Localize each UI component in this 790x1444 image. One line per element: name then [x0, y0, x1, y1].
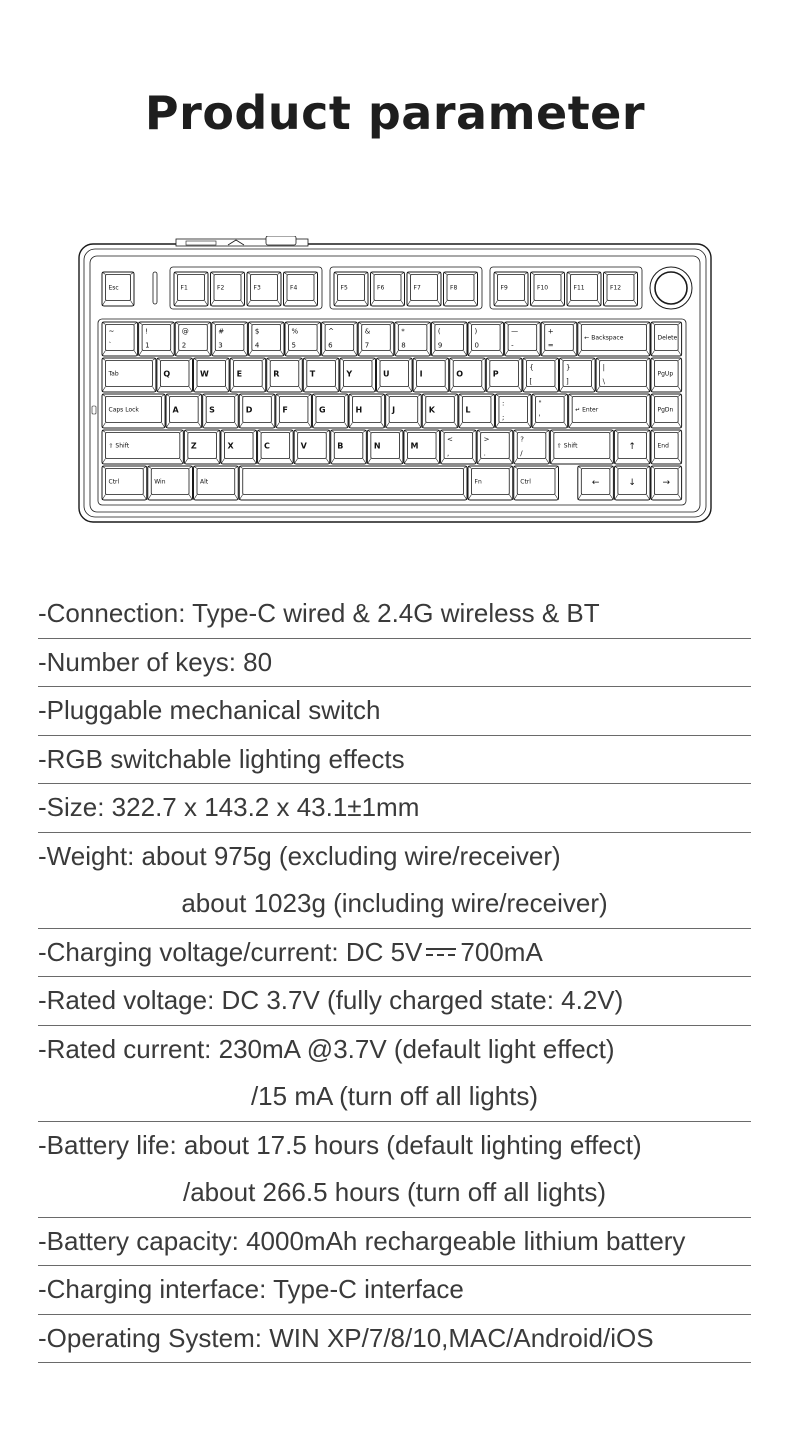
spec-line: -Connection: Type-C wired & 2.4G wireless & BT [38, 598, 600, 628]
key [276, 394, 312, 428]
key-label: E [236, 369, 243, 379]
key-label: / [520, 449, 523, 458]
key [431, 322, 467, 356]
key [239, 394, 275, 428]
key [358, 322, 394, 356]
key [212, 322, 248, 356]
key-label: S [209, 405, 215, 415]
spec-line-continued: /about 266.5 hours (turn off all lights) [183, 1177, 606, 1207]
key-label: Win [154, 478, 166, 486]
spec-row [38, 590, 751, 639]
key [230, 358, 266, 392]
key [340, 358, 376, 392]
key-label: $ [254, 327, 260, 336]
key-label: 9 [437, 341, 443, 350]
key [248, 322, 284, 356]
key-label: ( [437, 327, 441, 336]
key [377, 358, 413, 392]
key-label: ⇧ Shift [556, 442, 578, 450]
spec-line: -Size: 322.7 x 143.2 x 43.1±1mm [38, 792, 420, 822]
key [523, 358, 559, 392]
spec-row [38, 639, 751, 688]
key [247, 272, 281, 306]
key-label: 2 [181, 341, 187, 350]
key-label: ` [108, 341, 112, 350]
key [486, 358, 522, 392]
key-label: F11 [573, 284, 585, 292]
key-label: } [566, 363, 571, 372]
key-label: L [465, 405, 471, 415]
key [102, 466, 147, 500]
key-label: ^ [328, 327, 334, 336]
key-label: Ctrl [520, 478, 531, 486]
key-label: M [410, 441, 419, 451]
key-label: C [264, 441, 270, 451]
key [148, 466, 193, 500]
key [514, 430, 550, 464]
key-label: G [318, 405, 326, 415]
usb-c-port-icon [266, 236, 296, 245]
key-label: — [511, 327, 519, 336]
key [531, 272, 565, 306]
key-label: Esc [108, 284, 119, 292]
key [532, 394, 568, 428]
key-label: Alt [200, 478, 209, 486]
key [494, 272, 528, 306]
spec-row [38, 687, 751, 736]
key [102, 322, 138, 356]
key-label: ' [538, 413, 541, 422]
key [102, 272, 134, 306]
spec-row [38, 1315, 751, 1364]
key [459, 394, 495, 428]
key [285, 322, 321, 356]
key-label: ← [591, 478, 600, 488]
key [404, 430, 440, 464]
key-label: Ctrl [108, 478, 120, 486]
key-label: T [309, 369, 316, 379]
key [651, 358, 682, 392]
key [194, 358, 230, 392]
key-label: ] [566, 377, 569, 386]
key [651, 394, 682, 428]
key [567, 272, 601, 306]
key-label: # [218, 327, 225, 336]
key-label: % [291, 327, 299, 336]
key [102, 394, 165, 428]
key [596, 358, 650, 392]
spec-line: -Number of keys: 80 [38, 646, 273, 677]
key-label: 7 [364, 341, 370, 350]
key-label: U [383, 369, 390, 379]
key [505, 322, 541, 356]
key-label: PgDn [657, 406, 674, 414]
key-label: → [662, 478, 671, 488]
key [102, 358, 156, 392]
spec-row [38, 1122, 751, 1218]
key-label: : [501, 399, 505, 408]
key-label: ⇧ Shift [108, 442, 130, 450]
key-label: Fn [474, 478, 482, 486]
key-label: 1 [145, 341, 150, 350]
key-label: N [373, 441, 381, 451]
key-label: O [456, 369, 464, 379]
key [651, 430, 682, 464]
key-label: A [172, 405, 179, 415]
dc-symbol-icon [426, 945, 456, 959]
key-label: J [392, 405, 396, 415]
key [258, 430, 294, 464]
key [395, 322, 431, 356]
key-label: | [602, 363, 605, 372]
key [284, 272, 318, 306]
spec-line-continued: about 1023g (including wire/receiver) [181, 888, 608, 918]
key [413, 358, 449, 392]
key-label: End [657, 442, 669, 450]
key-label: F10 [537, 284, 549, 292]
key-label: F7 [413, 284, 421, 292]
key-label: W [200, 369, 209, 379]
key [139, 322, 175, 356]
key-label: 0 [474, 341, 479, 350]
spec-row [38, 929, 751, 978]
key-label: ← Backspace [584, 334, 624, 342]
key-label: F3 [253, 284, 261, 292]
spec-row [38, 736, 751, 785]
side-indicator [92, 406, 96, 414]
key [371, 272, 405, 306]
key [444, 272, 478, 306]
key [211, 272, 245, 306]
key-label: * [401, 327, 405, 336]
key-label: ↓ [628, 478, 636, 488]
key [102, 430, 183, 464]
spec-row [38, 1266, 751, 1315]
page-title: Product parameter [144, 86, 646, 140]
key [541, 322, 577, 356]
key [322, 322, 358, 356]
spec-row [38, 1218, 751, 1267]
key [367, 430, 403, 464]
key [441, 430, 477, 464]
key-label: PgUp [657, 370, 674, 378]
key [477, 430, 513, 464]
key-label: F4 [290, 284, 298, 292]
key [174, 272, 208, 306]
keyboard-drawing [78, 236, 712, 524]
spec-line-continued: /15 mA (turn off all lights) [250, 1081, 539, 1111]
key-label: + [547, 327, 554, 336]
spec-row [38, 784, 751, 833]
key [468, 322, 504, 356]
key-label: R [273, 369, 280, 379]
key-label: Delete [657, 334, 678, 342]
key-label: Z [190, 441, 197, 451]
key-label: F [282, 405, 288, 415]
key-label: ↑ [628, 442, 636, 452]
key-label: 6 [328, 341, 333, 350]
key-label: & [364, 327, 371, 336]
key-label: D [245, 405, 253, 415]
key-label: [ [529, 377, 533, 386]
key-label: - [511, 341, 514, 350]
key-label: K [428, 405, 435, 415]
spec-row [38, 1026, 751, 1122]
key [349, 394, 385, 428]
spec-line [38, 929, 751, 977]
key-label: ; [501, 413, 505, 422]
key [312, 394, 348, 428]
key-label: < [447, 435, 453, 444]
key [569, 394, 650, 428]
key-label: F1 [180, 284, 188, 292]
key [386, 394, 422, 428]
key-label: F9 [500, 284, 508, 292]
key-label: B [337, 441, 344, 451]
key-label: , [447, 449, 450, 458]
key-label: F2 [217, 284, 225, 292]
key-label: Y [346, 369, 353, 379]
key [221, 430, 257, 464]
key [614, 466, 650, 500]
key [303, 358, 339, 392]
key [203, 394, 239, 428]
key [407, 272, 441, 306]
spec-line: -Rated current: 230mA @3.7V (default light effect) [38, 1033, 615, 1064]
key-label: = [547, 341, 554, 350]
spec-line: -Rated voltage: DC 3.7V (fully charged state: 4.2V) [38, 985, 624, 1015]
key-label: ? [520, 435, 524, 444]
key-label: F5 [340, 284, 348, 292]
key [157, 358, 193, 392]
spec-row [38, 833, 751, 929]
key-label: @ [181, 327, 189, 336]
key-label: ~ [108, 327, 115, 336]
spec-line: -Battery life: about 17.5 hours (default lighting effect) [38, 1129, 642, 1160]
key-label: 4 [254, 341, 260, 350]
led-indicator-bar [153, 272, 157, 304]
key-label: ) [474, 327, 478, 336]
key [578, 322, 650, 356]
key-label: \ [602, 377, 605, 386]
key-label: 8 [401, 341, 406, 350]
key-label: X [227, 441, 234, 451]
key-label: I [419, 369, 423, 379]
spec-list [38, 590, 751, 1363]
key [184, 430, 220, 464]
key [578, 466, 614, 500]
key-label: " [538, 399, 542, 408]
key [450, 358, 486, 392]
key-label: F8 [450, 284, 458, 292]
key [166, 394, 202, 428]
key [194, 466, 239, 500]
key [651, 322, 682, 356]
switch-slot-icon [186, 241, 216, 245]
spec-line: -RGB switchable lighting effects [38, 743, 405, 774]
spec-row [38, 977, 751, 1026]
spec-line: -Charging interface: Type-C interface [38, 1274, 464, 1304]
key [294, 430, 330, 464]
key [604, 272, 638, 306]
key-label: . [483, 449, 486, 458]
key [422, 394, 458, 428]
spec-text: 700mA [460, 936, 543, 967]
key [175, 322, 211, 356]
key-label: 3 [218, 341, 223, 350]
key [239, 466, 467, 500]
key [495, 394, 531, 428]
key-label: H [355, 405, 363, 415]
key-label: > [483, 435, 490, 444]
key-label: Caps Lock [108, 406, 139, 414]
key [651, 466, 682, 500]
key-label: P [492, 369, 499, 379]
key-label: F12 [610, 284, 622, 292]
keyboard-illustration [78, 236, 712, 524]
key-label: F6 [377, 284, 385, 292]
key [550, 430, 613, 464]
spec-text: -Charging voltage/current: DC 5V [38, 936, 423, 967]
spec-line: -Operating System: WIN XP/7/8/10,MAC/Android/iOS [38, 1322, 654, 1353]
key [331, 430, 367, 464]
key [267, 358, 303, 392]
spec-line: -Battery capacity: 4000mAh rechargeable lithium battery [38, 1225, 686, 1256]
key [334, 272, 368, 306]
key [560, 358, 596, 392]
spec-line: -Pluggable mechanical switch [38, 695, 381, 725]
key-label: Q [163, 369, 171, 379]
key-label: { [529, 363, 534, 372]
key-label: 5 [291, 341, 296, 350]
key-label: V [300, 441, 307, 451]
spec-line: -Weight: about 975g (excluding wire/receiver) [38, 840, 561, 871]
key [514, 466, 559, 500]
key [468, 466, 513, 500]
key-label: ↵ Enter [575, 406, 599, 414]
key [614, 430, 650, 464]
key-label: Tab [108, 370, 119, 378]
key-label: ! [145, 327, 148, 336]
